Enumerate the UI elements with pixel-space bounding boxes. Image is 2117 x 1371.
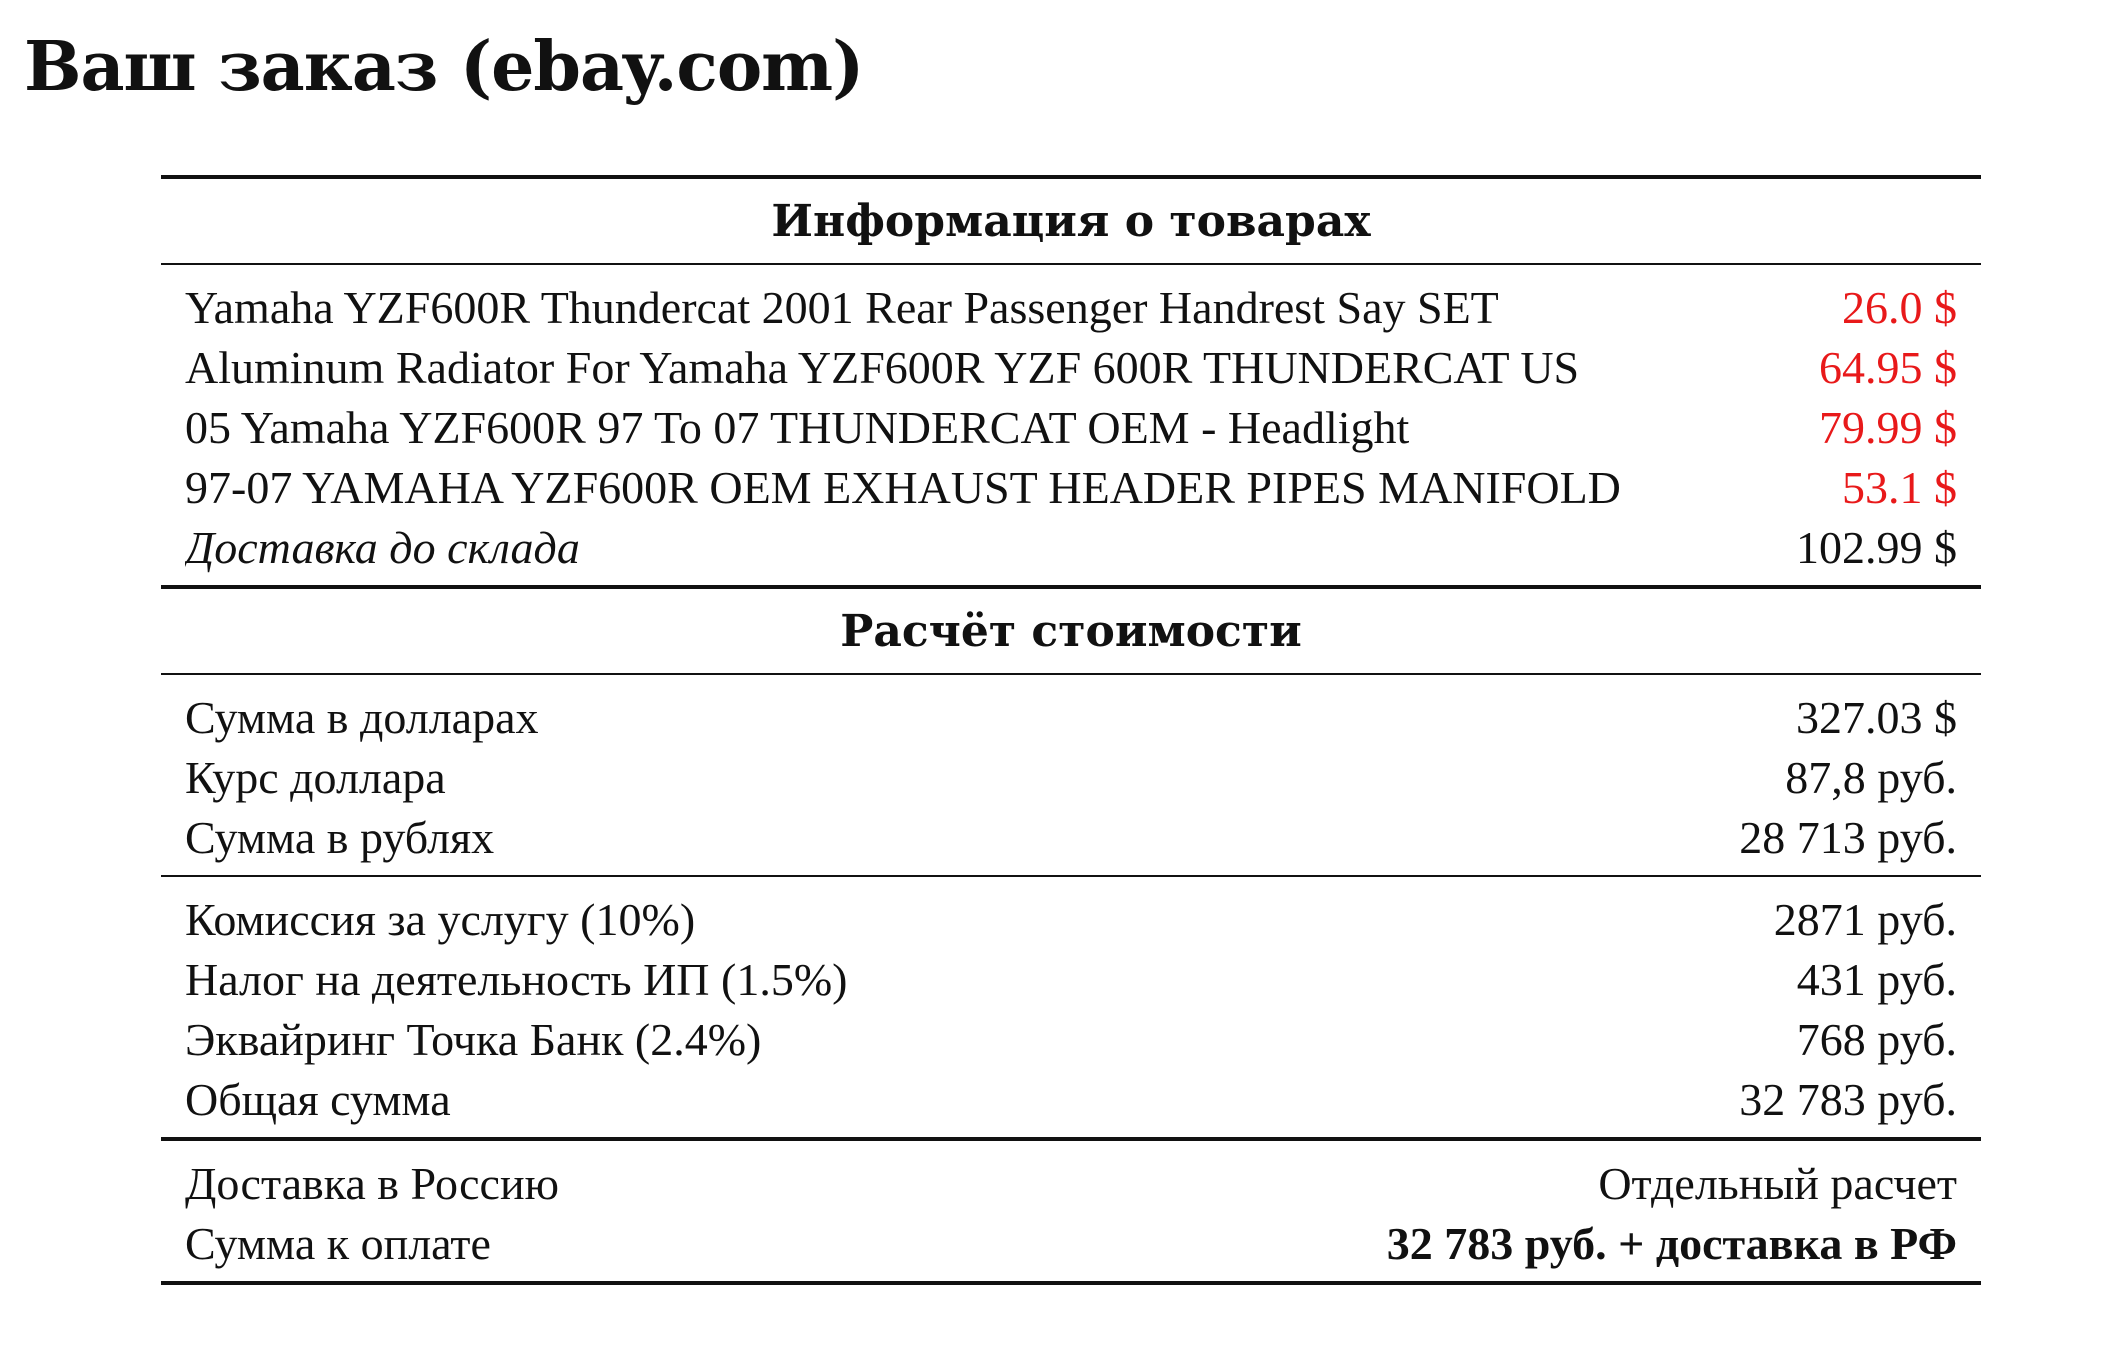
item-name: Aluminum Radiator For Yamaha YZF600R YZF 600R THUNDERCAT US: [185, 341, 1580, 393]
commission-value: 2871 руб.: [1773, 893, 1957, 945]
exchange-rate-value: 87,8 руб.: [1785, 751, 1957, 803]
fees-group: [161, 877, 1981, 1137]
total-label: Общая сумма: [185, 1073, 451, 1125]
sum-rub-label: Сумма в рублях: [185, 811, 495, 863]
warehouse-shipping-row: [161, 517, 1981, 577]
item-price: 53.1 $: [1842, 461, 1957, 513]
tax-value: 431 руб.: [1796, 953, 1957, 1005]
items-list: [161, 265, 1981, 585]
amount-due-value: 32 783 руб. + доставка в РФ: [1386, 1217, 1957, 1269]
sum-usd-row: [161, 687, 1981, 747]
item-name: 97-07 YAMAHA YZF600R OEM EXHAUST HEADER PIPES MANIFOLD: [185, 461, 1621, 513]
payment-group: [161, 1141, 1981, 1281]
commission-row: [161, 889, 1981, 949]
exchange-rate-row: [161, 747, 1981, 807]
item-row: [161, 457, 1981, 517]
item-name: 05 Yamaha YZF600R 97 To 07 THUNDERCAT OEM - Headlight: [185, 401, 1410, 453]
order-table: [161, 175, 1981, 1285]
warehouse-shipping-label: Доставка до склада: [185, 521, 580, 573]
sum-rub-value: 28 713 руб.: [1739, 811, 1957, 863]
russia-shipping-value: Отдельный расчет: [1598, 1157, 1957, 1209]
acquiring-row: [161, 1009, 1981, 1069]
tax-row: [161, 949, 1981, 1009]
item-price: 79.99 $: [1819, 401, 1957, 453]
item-row: [161, 337, 1981, 397]
exchange-rate-label: Курс доллара: [185, 751, 446, 803]
russia-shipping-row: [161, 1153, 1981, 1213]
russia-shipping-label: Доставка в Россию: [185, 1157, 559, 1209]
calc-section-header: Расчёт стоимости: [840, 605, 1302, 657]
item-price: 64.95 $: [1819, 341, 1957, 393]
item-row: [161, 277, 1981, 337]
acquiring-value: 768 руб.: [1796, 1013, 1957, 1065]
commission-label: Комиссия за услугу (10%): [185, 893, 696, 945]
acquiring-label: Эквайринг Точка Банк (2.4%): [185, 1013, 762, 1065]
item-price: 26.0 $: [1842, 281, 1957, 333]
currency-group: [161, 675, 1981, 875]
sum-usd-value: 327.03 $: [1796, 691, 1957, 743]
bottom-rule: [161, 1281, 1981, 1285]
total-value: 32 783 руб.: [1739, 1073, 1957, 1125]
items-section-header: Информация о товарах: [771, 195, 1371, 247]
page-title: Ваш заказ (ebay.com): [24, 27, 864, 107]
item-row: [161, 397, 1981, 457]
amount-due-row: [161, 1213, 1981, 1273]
total-row: [161, 1069, 1981, 1129]
tax-label: Налог на деятельность ИП (1.5%): [185, 953, 848, 1005]
sum-usd-label: Сумма в долларах: [185, 691, 539, 743]
amount-due-label: Сумма к оплате: [185, 1217, 491, 1269]
item-name: Yamaha YZF600R Thundercat 2001 Rear Passenger Handrest Say SET: [185, 281, 1499, 333]
sum-rub-row: [161, 807, 1981, 867]
warehouse-shipping-value: 102.99 $: [1796, 521, 1957, 573]
